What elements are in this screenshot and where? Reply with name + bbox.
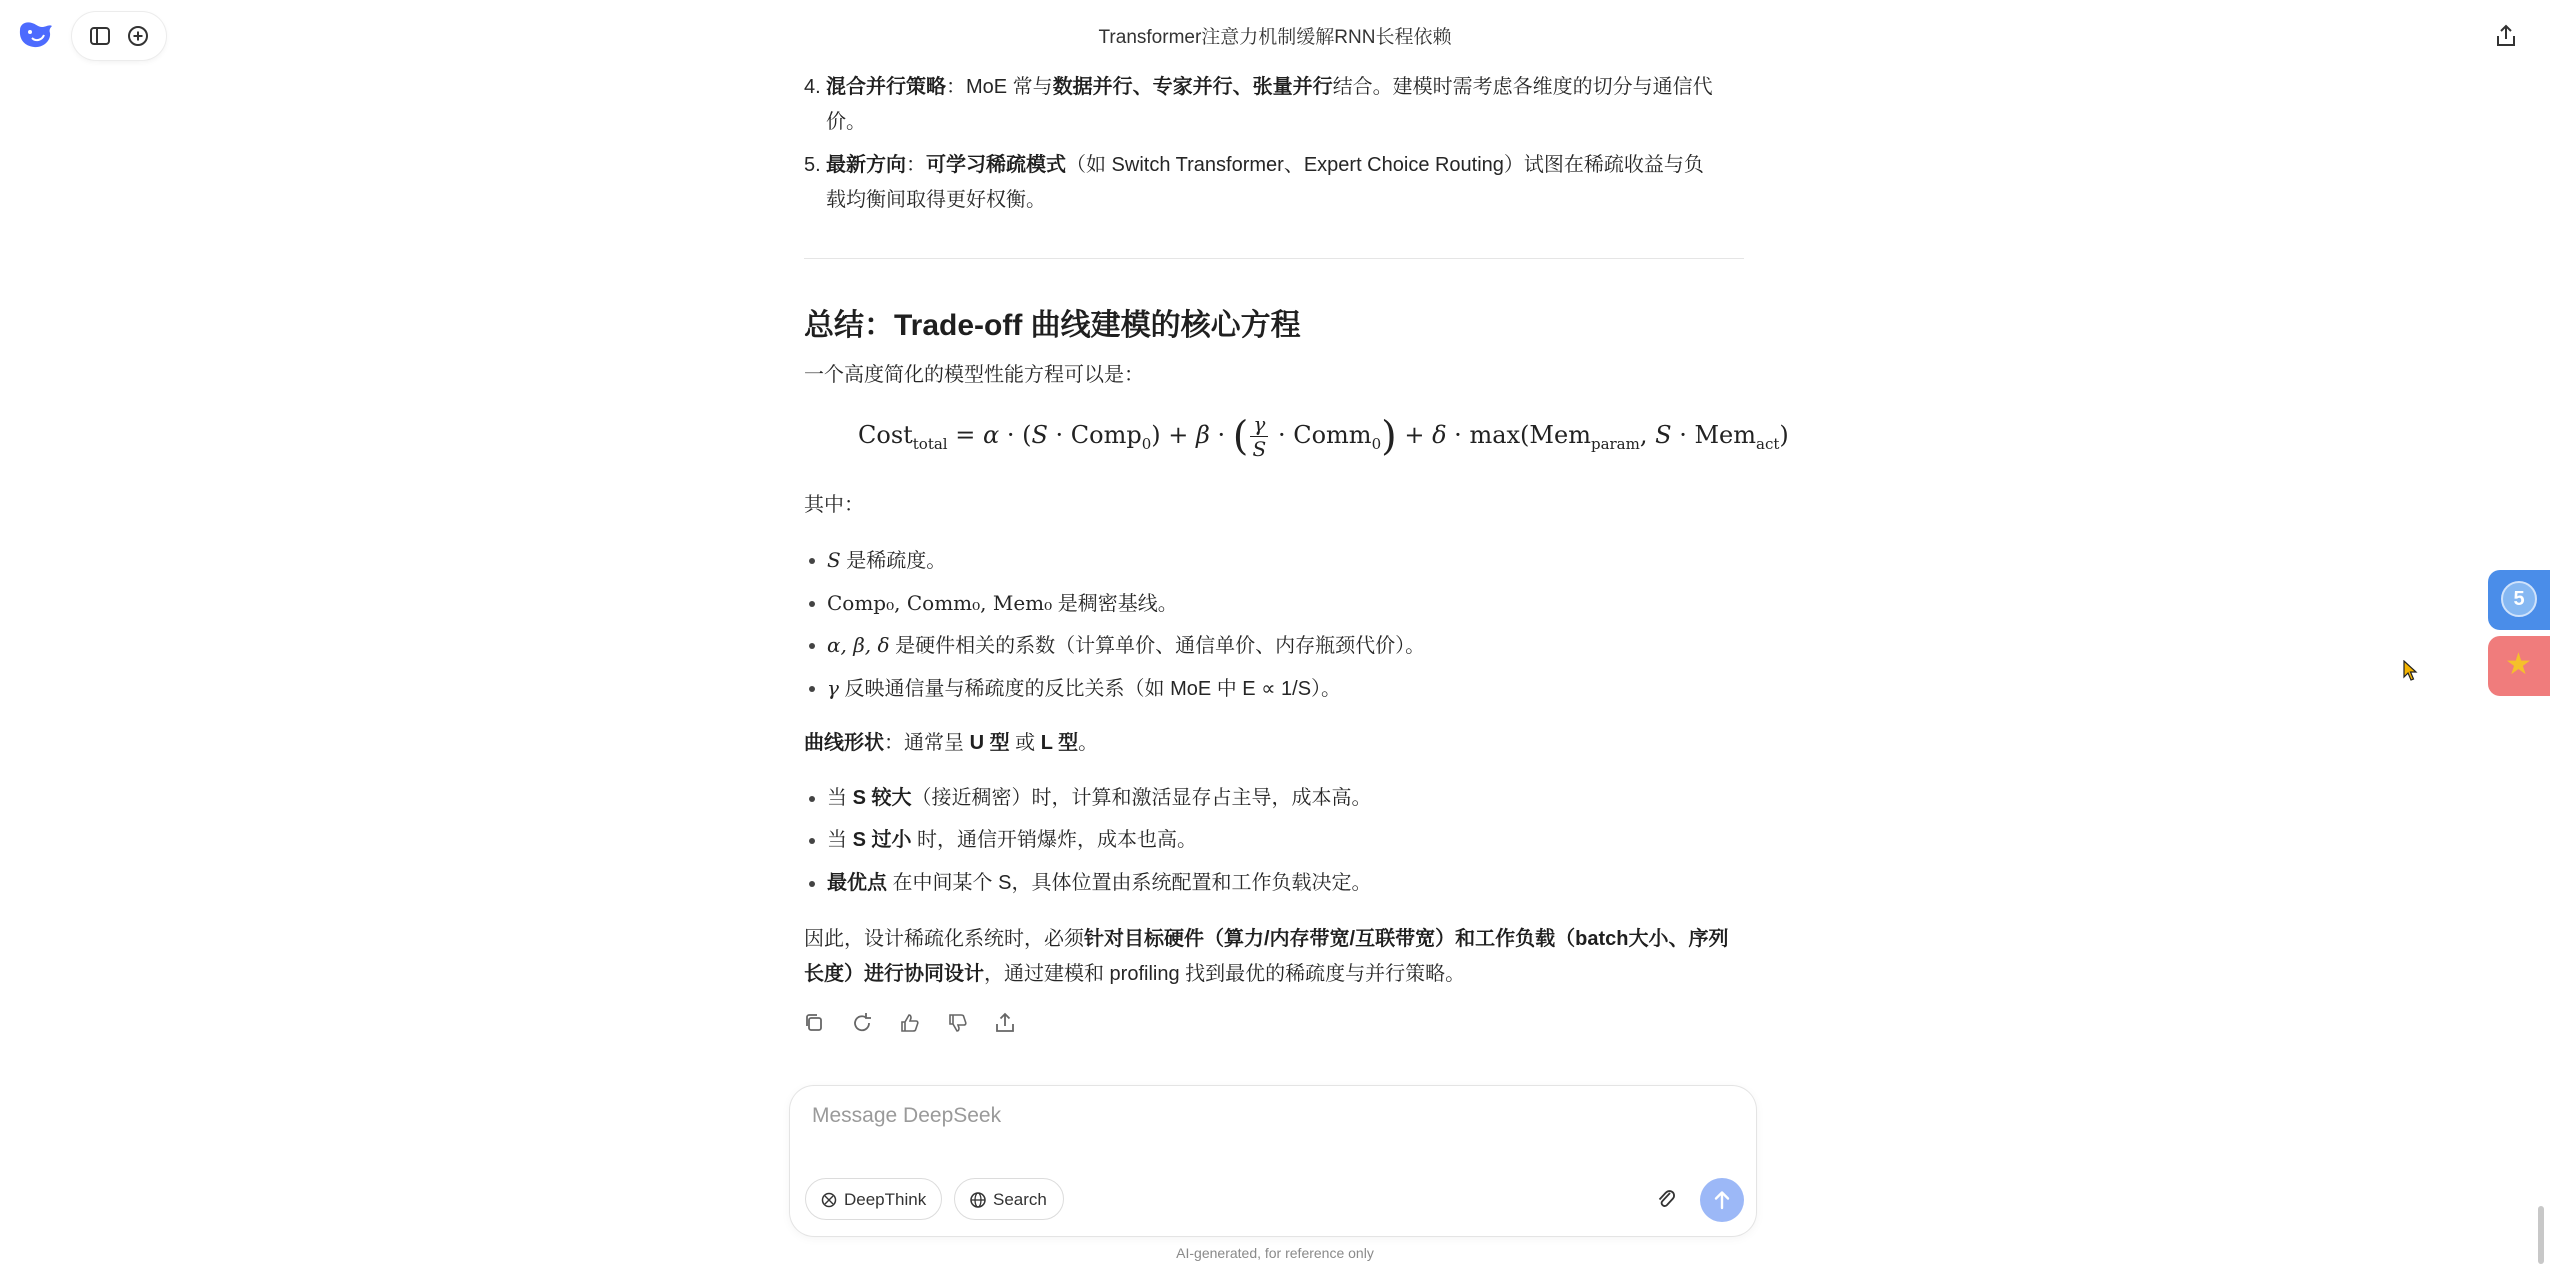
conversation-title: Transformer注意力机制缓解RNN长程依赖 <box>1098 27 1452 48</box>
cursor-icon <box>2403 660 2419 682</box>
message-input[interactable]: Message DeepSeek <box>812 1104 1002 1127</box>
deepthink-button[interactable]: DeepThink <box>805 1178 942 1220</box>
where-text: 其中： <box>804 494 864 516</box>
deepthink-icon <box>820 1191 838 1209</box>
send-button[interactable] <box>1700 1178 1744 1222</box>
share-icon[interactable] <box>992 1010 1018 1036</box>
floating-badge[interactable] <box>2488 570 2550 630</box>
list-item: 5. 最新方向：可学习稀疏模式（如 Switch Transformer、Expert Choice Routing）试图在稀疏收益与负 载均衡间取得更好权衡。 <box>804 154 1704 211</box>
thumbs-up-icon[interactable] <box>897 1010 923 1036</box>
badge-count: 5 <box>2501 581 2537 617</box>
list-item: 当 S 较大（接近稠密）时，计算和激活显存占主导，成本高。 <box>804 781 1371 816</box>
search-button[interactable]: Search <box>954 1178 1064 1220</box>
list-item: 4. 混合并行策略：MoE 常与数据并行、专家并行、张量并行结合。建模时需考虑各维度的切分与通信代 价。 <box>804 76 1713 133</box>
divider <box>804 258 1744 259</box>
list-item: 当 S 过小 时，通信开销爆炸，成本也高。 <box>804 823 1197 858</box>
list-item: 最优点 在中间某个 S，具体位置由系统配置和工作负载决定。 <box>804 866 1371 901</box>
arrow-up-icon <box>1711 1188 1733 1212</box>
thumbs-down-icon[interactable] <box>945 1010 971 1036</box>
attach-icon[interactable] <box>1652 1184 1680 1214</box>
ai-disclaimer: AI-generated, for reference only <box>1176 1245 1374 1261</box>
section-heading: 总结：Trade-off 曲线建模的核心方程 <box>804 309 1301 342</box>
share-icon[interactable] <box>2492 22 2520 50</box>
floating-star-button[interactable] <box>2488 636 2550 696</box>
intro-text: 一个高度简化的模型性能方程可以是： <box>804 364 1144 386</box>
list-item: Comp₀, Comm₀, Mem₀ 是稠密基线。 <box>804 586 1178 622</box>
top-bar <box>0 0 2550 72</box>
globe-icon <box>969 1191 987 1209</box>
list-item: α, β, δ 是硬件相关的系数（计算单价、通信单价、内存瓶颈代价）。 <box>804 628 1425 664</box>
list-item: γ 反映通信量与稀疏度的反比关系（如 MoE 中 E ∝ 1/S）。 <box>804 671 1341 707</box>
list-item: S 是稀疏度。 <box>804 543 946 579</box>
curve-shape-text: 曲线形状：通常呈 U 型 或 L 型。 <box>804 732 1099 754</box>
copy-icon[interactable] <box>801 1010 827 1036</box>
star-icon: ★ <box>2505 648 2532 681</box>
conclusion-text: 因此，设计稀疏化系统时，必须针对目标硬件（算力/内存带宽/互联带宽）和工作负载（batch大小、序列 长度）进行协同设计，通过建模和 profiling 找到最优的稀疏度与并行策略。 <box>804 928 1729 985</box>
scrollbar[interactable] <box>2538 1206 2544 1264</box>
regenerate-icon[interactable] <box>849 1010 875 1036</box>
cost-formula: Cost$_{total}$ = α · (S · Comp$_0$) + β · ( $\frac{\gamma}{S}$ · Comm$_0$) + δ · max(Mem$_{param}$, S · Mem$_{act}$) <box>858 412 1789 461</box>
